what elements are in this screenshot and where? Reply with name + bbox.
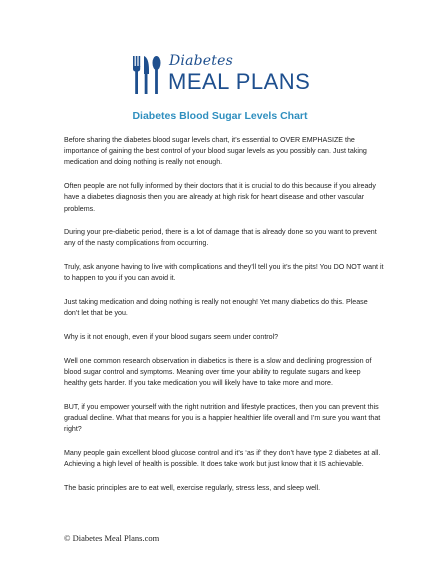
paragraph: Just taking medication and doing nothing is really not enough! Yet many diabetics do this. Please don’t let that be you. <box>64 298 368 318</box>
paragraph: Many people gain excellent blood glucose control and it’s ‘as if’ they don’t have type 2 diabetes at all. Achieving a high level of health is possible. It does take work but just know that it IS achievable. <box>64 448 381 469</box>
logo-bottom-text: MEAL PLANS <box>168 69 311 94</box>
footer-copyright: © Diabetes Meal Plans.com <box>64 533 160 543</box>
paragraph: During your pre-diabetic period, there is a lot of damage that is already done so you want to prevent any of the nasty complications from occurring. <box>64 228 377 248</box>
paragraph: Truly, ask anyone having to live with complications and they’ll tell you it’s the pits! You DO NOT want it to happen to you if you can avoid it. <box>64 263 384 283</box>
paragraph: BUT, if you empower yourself with the right nutrition and lifestyle practices, then you can prevent this gradual decline. What that means for you is a happier healthier life overall and I’m sure you want that right? <box>64 402 381 434</box>
utensils-icon <box>132 54 162 96</box>
page-title: Diabetes Blood Sugar Levels Chart <box>132 110 308 122</box>
paragraph: Often people are not fully informed by their doctors that it is crucial to do this because if you already have a diabetes diagnosis then you are already at high risk for heart disease and other vascular problems. <box>64 182 376 213</box>
paragraph: Why is it not enough, even if your blood sugars seem under control? <box>64 332 279 341</box>
paragraph: Well one common research observation in diabetics is there is a slow and declining progression of blood sugar control and symptoms. Meaning over time your ability to regulate sugars and keep healthy gets harder. If you take medication you will likely have to take more and more. <box>64 356 372 388</box>
logo <box>132 52 322 98</box>
logo-top-text: Diabetes <box>169 53 233 69</box>
paragraph: The basic principles are to eat well, exercise regularly, stress less, and sleep well. <box>64 483 321 492</box>
paragraph: Before sharing the diabetes blood sugar levels chart, it’s essential to OVER EMPHASIZE the importance of gaining the best control of your blood sugar levels as you possibly can. Just taking medication and doing nothing is really not enough. <box>64 136 367 167</box>
article-body <box>64 135 384 506</box>
